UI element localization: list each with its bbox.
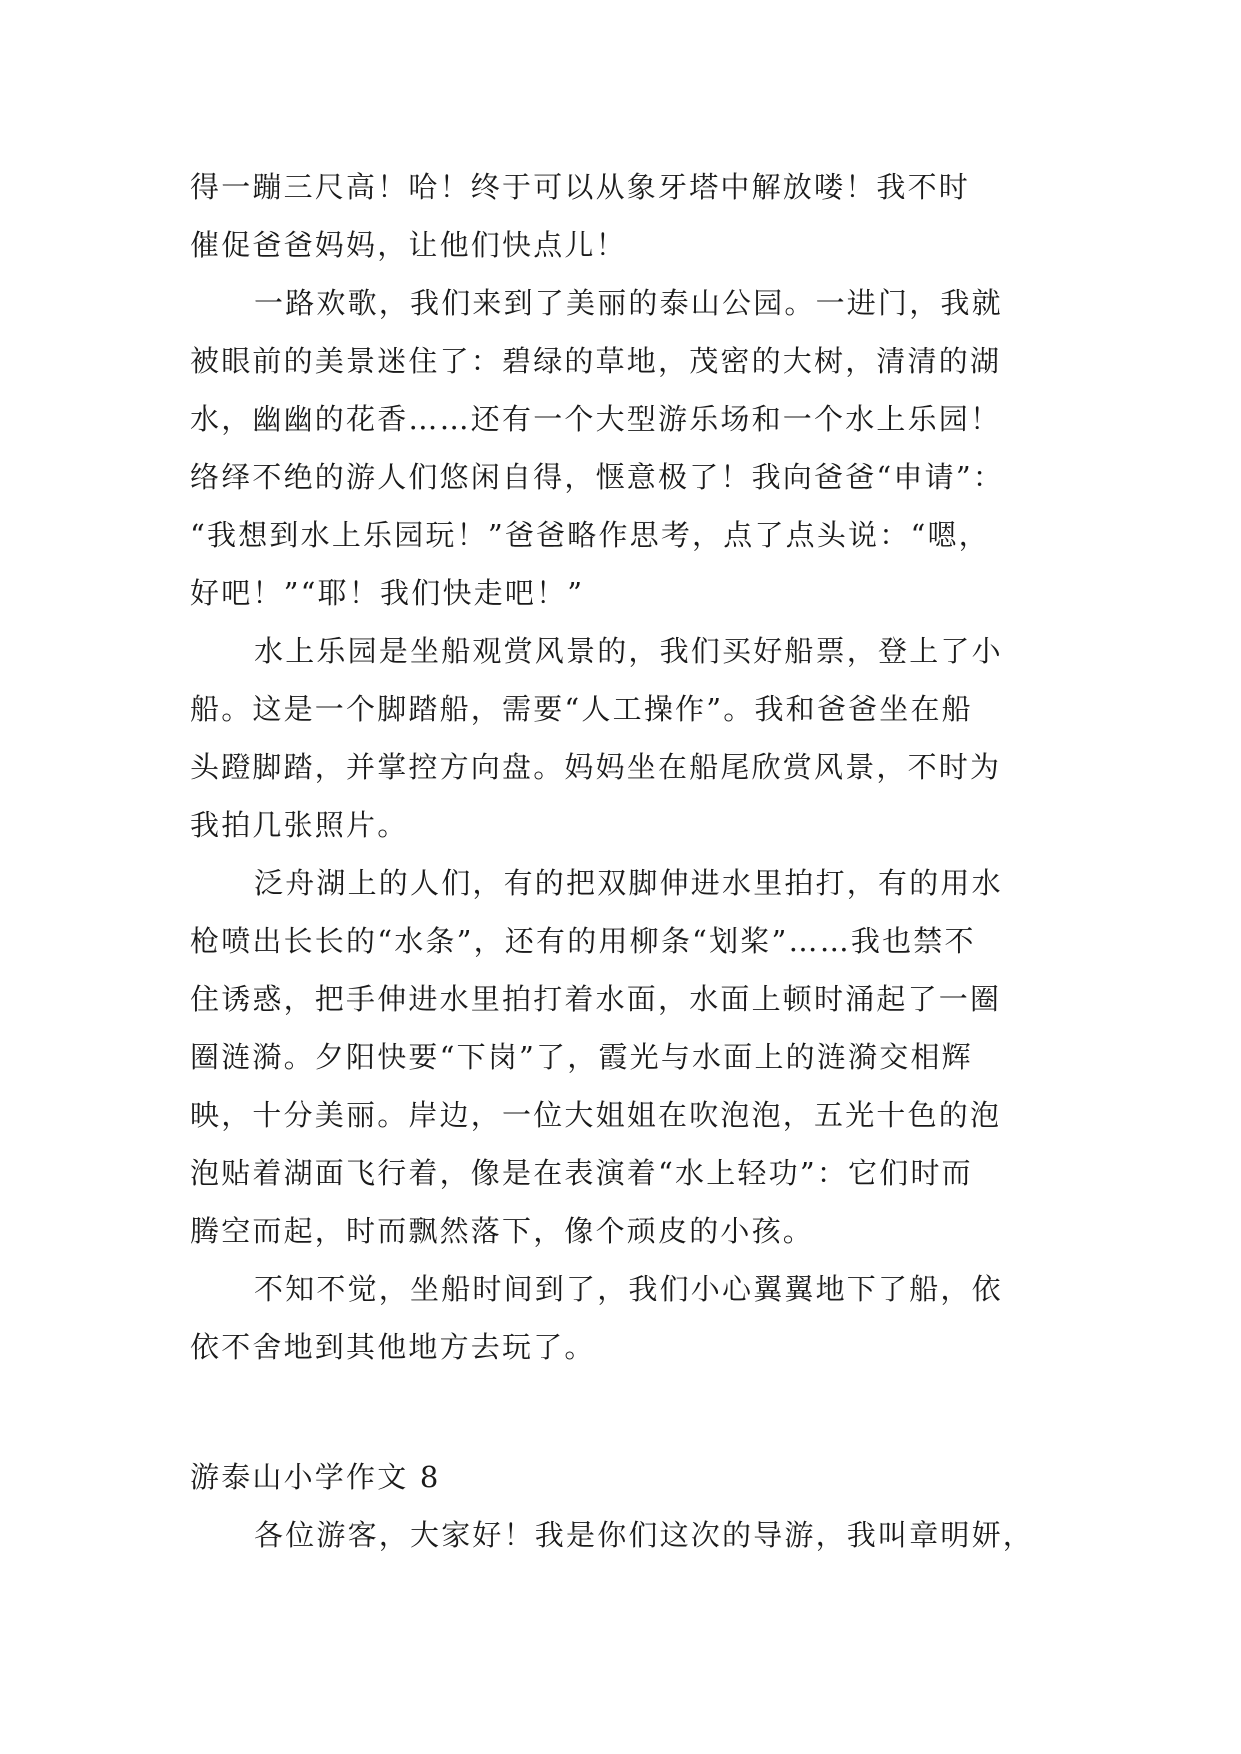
text-line: 腾空而起，时而飘然落下，像个顽皮的小孩。 (190, 1214, 815, 1248)
text-line: 泡贴着湖面飞行着，像是在表演着“水上轻功”：它们时而 (190, 1156, 973, 1190)
text-line: 被眼前的美景迷住了：碧绿的草地，茂密的大树，清清的湖 (190, 344, 1002, 378)
text-line: 得一蹦三尺高！哈！终于可以从象牙塔中解放喽！我不时 (190, 170, 971, 204)
text-line: 枪喷出长长的“水条”，还有的用柳条“划桨”……我也禁不 (190, 924, 976, 958)
paragraph-6 (190, 1506, 1090, 1564)
section-title: 游泰山小学作文 8 (190, 1460, 441, 1494)
text-line: 依不舍地到其他地方去玩了。 (190, 1330, 596, 1364)
text-line: 水上乐园是坐船观赏风景的，我们买好船票，登上了小 (254, 634, 1003, 668)
text-line: 我拍几张照片。 (190, 808, 409, 842)
text-line: 一路欢歌，我们来到了美丽的泰山公园。一进门，我就 (254, 286, 1003, 320)
text-line: 不知不觉，坐船时间到了，我们小心翼翼地下了船，依 (254, 1272, 1003, 1306)
essay-body (190, 158, 1090, 1564)
text-line: 船。这是一个脚踏船，需要“人工操作”。我和爸爸坐在船 (190, 692, 973, 726)
text-line: 头蹬脚踏，并掌控方向盘。妈妈坐在船尾欣赏风景，不时为 (190, 750, 1002, 784)
text-line: “我想到水上乐园玩！”爸爸略作思考，点了点头说：“嗯， (190, 518, 990, 552)
paragraph-2 (190, 274, 1090, 622)
paragraph-5 (190, 1260, 1090, 1376)
text-line: 住诱惑，把手伸进水里拍打着水面，水面上顿时涌起了一圈 (190, 982, 1002, 1016)
section-gap (190, 1376, 1090, 1448)
text-line: 泛舟湖上的人们，有的把双脚伸进水里拍打，有的用水 (254, 866, 1003, 900)
text-line: 圈涟漪。夕阳快要“下岗”了，霞光与水面上的涟漪交相辉 (190, 1040, 973, 1074)
text-line: 映，十分美丽。岸边，一位大姐姐在吹泡泡，五光十色的泡 (190, 1098, 1002, 1132)
paragraph-1 (190, 158, 1090, 274)
text-line: 水，幽幽的花香……还有一个大型游乐场和一个水上乐园！ (190, 402, 1002, 436)
text-line: 催促爸爸妈妈，让他们快点儿！ (190, 228, 627, 262)
text-line: 各位游客，大家好！我是你们这次的导游，我叫章明妍， (254, 1518, 1035, 1552)
paragraph-4 (190, 854, 1090, 1260)
text-line: 好吧！”“耶！我们快走吧！” (190, 576, 585, 610)
paragraph-3 (190, 622, 1090, 854)
text-line: 络绎不绝的游人们悠闲自得，惬意极了！我向爸爸“申请”： (190, 460, 1005, 494)
